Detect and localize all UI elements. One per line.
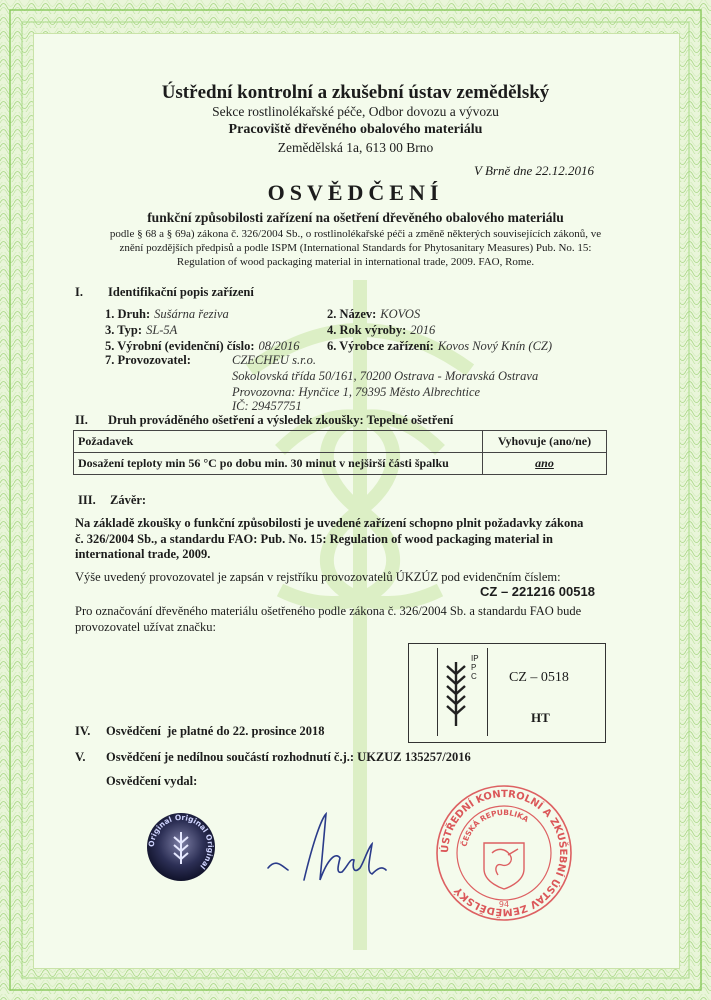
conclusion-line-2: č. 326/2004 Sb., a standardu FAO: Pub. No. 15: Regulation of wood packaging material in	[75, 532, 553, 546]
certificate-title: OSVĚDČENÍ	[267, 180, 444, 205]
table-cell-compliance: ano	[483, 453, 607, 475]
item-label: 6. Výrobce zařízení:	[327, 339, 434, 353]
register-text: Výše uvedený provozovatel je zapsán v rejstříku provozovatelů ÚKZÚZ pod evidenčním číslem:	[75, 570, 561, 584]
institute-name: Ústřední kontrolní a zkušební ústav zemědělský	[161, 82, 550, 103]
item-value: KOVOS	[380, 307, 421, 321]
section-3-heading: Závěr:	[110, 493, 147, 507]
decision-reference: Osvědčení je nedílnou součástí rozhodnutí č.j.: UKZUZ 135257/2016	[106, 750, 471, 764]
item-label: 4. Rok výroby:	[327, 323, 407, 337]
table-header-requirement: Požadavek	[74, 431, 483, 453]
signature-text: Hruška	[302, 892, 320, 898]
operator-name: CZECHEU s.r.o.	[232, 353, 317, 367]
operator-label: 7. Provozovatel:	[105, 353, 191, 367]
item-value: Kovos Nový Knín (CZ)	[437, 339, 553, 353]
legal-line-2: znění pozdějších předpisů a podle ISPM (International Standards for Phytosanitary Measures) Pub. No. 15:	[119, 242, 592, 254]
svg-text:ČESKÁ REPUBLIKA	[460, 808, 531, 848]
item-label: 3. Typ:	[105, 323, 143, 337]
stamp-inner-text: ČESKÁ REPUBLIKA	[459, 807, 531, 848]
section-3-number: III.	[78, 493, 96, 507]
section-1-number: I.	[75, 285, 83, 299]
item-label: 5. Výrobní (evidenční) číslo:	[105, 339, 255, 353]
table-header-compliance: Vyhovuje (ano/ne)	[483, 431, 607, 453]
table-row	[74, 453, 607, 475]
certificate-subtitle: funkční způsobilosti zařízení na ošetření dřevěného obalového materiálu	[147, 210, 564, 225]
operator-address: Sokolovská třída 50/161, 70200 Ostrava - Moravská Ostrava	[232, 369, 539, 383]
issued-by-label: Osvědčení vydal:	[106, 774, 198, 788]
signature	[262, 808, 392, 898]
item-value: Sušárna řeziva	[154, 307, 229, 321]
mark-treatment: HT	[531, 710, 550, 725]
stamp-ring-text: ÚSTŘEDNÍ KONTROLNÍ A ZKUŠEBNÍ ÚSTAV ZEMĚDĚLSKÝ	[439, 788, 569, 918]
section-name: Sekce rostlinolékařské péče, Odbor dovozu a vývozu	[212, 104, 499, 119]
item-label: 1. Druh:	[105, 307, 151, 321]
conclusion-line-1: Na základě zkoušky o funkční způsobilosti je uvedené zařízení schopno plnit požadavky zákona	[75, 516, 584, 530]
section-1-heading: Identifikační popis zařízení	[108, 285, 254, 299]
operator-ico: IČ: 29457751	[232, 399, 302, 413]
register-number: CZ – 221216 00518	[480, 584, 595, 599]
table-cell-requirement: Dosažení teploty min 56 °C po dobu min. 30 minut v nejširší části špalku	[74, 453, 483, 475]
ippc-label: IPPC	[471, 654, 479, 681]
item-value: SL-5A	[146, 323, 178, 337]
operator-workplace: Provozovna: Hynčice 1, 79395 Město Albrechtice	[232, 385, 481, 399]
hologram-seal	[146, 812, 216, 882]
ippc-mark	[408, 643, 606, 743]
mark-text-line-2: provozovatel užívat značku:	[75, 620, 216, 634]
stamp-number: 94	[498, 900, 510, 909]
conclusion-line-3: international trade, 2009.	[75, 547, 211, 561]
requirements-table	[73, 430, 607, 475]
item-value: 08/2016	[258, 339, 300, 353]
item-vyrobce	[327, 337, 552, 355]
item-label: 2. Název:	[327, 307, 377, 321]
item-value: 2016	[410, 323, 436, 337]
address: Zemědělská 1a, 613 00 Brno	[277, 140, 434, 155]
section-5-number: V.	[75, 750, 86, 764]
wheat-ear-icon	[441, 652, 471, 730]
mark-code: CZ – 0518	[509, 670, 569, 685]
hologram-text: Original Original Original	[146, 812, 216, 872]
mark-text-line-1: Pro označování dřevěného materiálu ošetřeného podle zákona č. 326/2004 Sb. a standardu FAO bude	[75, 604, 582, 618]
place-date: V Brně dne 22.12.2016	[474, 163, 594, 178]
section-4-number: IV.	[75, 724, 91, 738]
validity-text: Osvědčení je platné do 22. prosince 2018	[106, 724, 325, 738]
section-2-heading: Druh prováděného ošetření a výsledek zkoušky: Tepelné ošetření	[108, 413, 454, 427]
workplace-name: Pracoviště dřevěného obalového materiálu	[228, 122, 483, 137]
table-header-row	[74, 431, 607, 453]
official-stamp	[434, 783, 574, 923]
section-2-number: II.	[75, 413, 88, 427]
legal-line-1: podle § 68 a § 69a) zákona č. 326/2004 Sb., o rostlinolékařské péči a změně některých souvisejících zákonů, ve	[109, 228, 602, 240]
legal-line-3: Regulation of wood packaging material in international trade, 2009. FAO, Rome.	[176, 256, 535, 268]
